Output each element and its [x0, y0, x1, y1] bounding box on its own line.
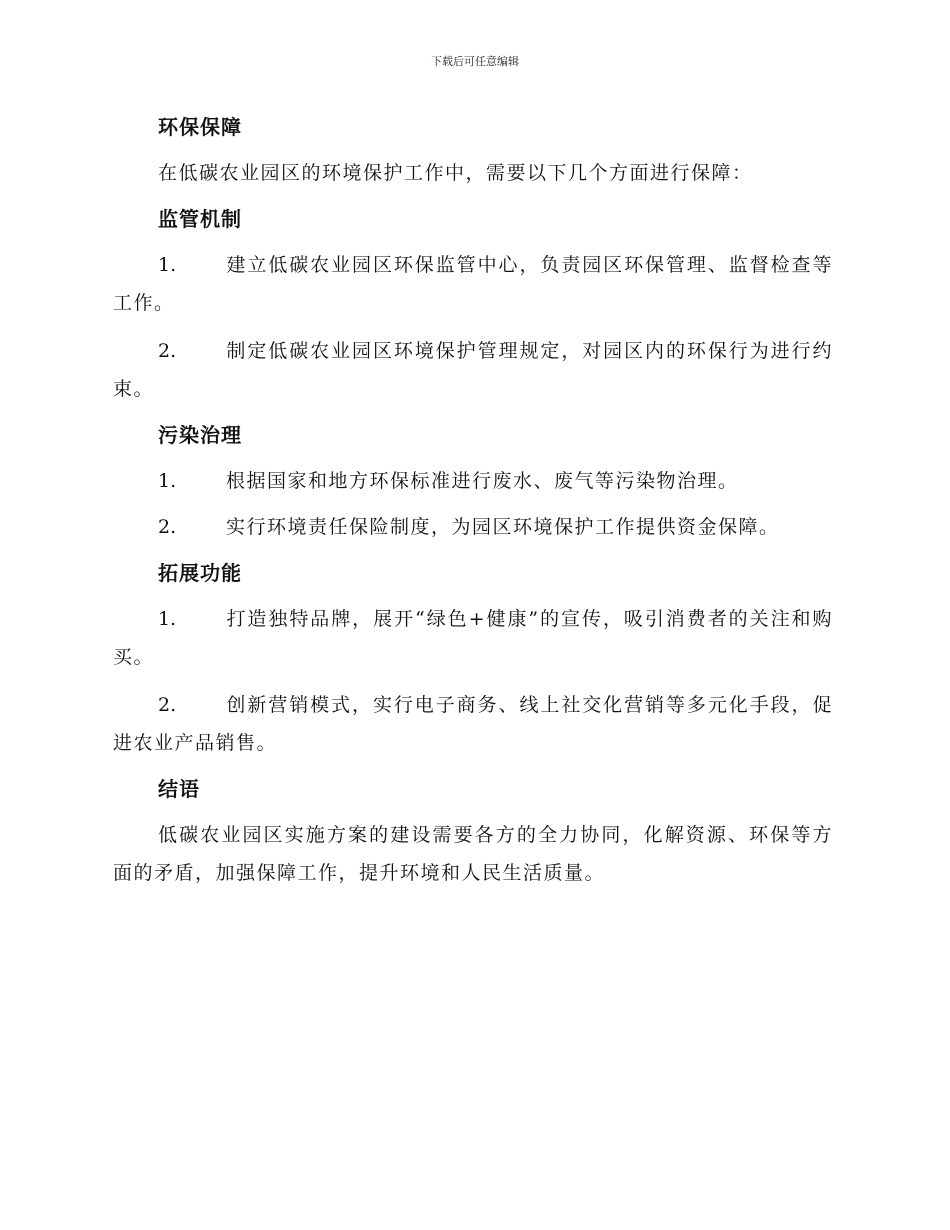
list-item-number: 2. — [158, 340, 177, 362]
section-heading: 结语 — [158, 777, 200, 801]
section-heading: 污染治理 — [158, 423, 242, 447]
section-paragraph: 低碳农业园区实施方案的建设需要各方的全力协同，化解资源、环保等方面的矛盾，加强保障工作，提升环境和人民生活质量。 — [113, 824, 833, 884]
list-item-text: 创新营销模式，实行电子商务、线上社交化营销等多元化手段，促进农业产品销售。 — [113, 694, 833, 754]
list-item-number: 1. — [158, 608, 177, 630]
section-heading: 监管机制 — [158, 207, 242, 231]
list-item-text: 打造独特品牌，展开“绿色+健康”的宣传，吸引消费者的关注和购买。 — [113, 608, 833, 668]
list-item — [113, 686, 833, 762]
list-item — [113, 332, 833, 408]
list-item-number: 1. — [158, 470, 177, 492]
section-heading: 拓展功能 — [158, 561, 242, 585]
list-item-text: 制定低碳农业园区环境保护管理规定，对园区内的环保行为进行约束。 — [113, 340, 833, 400]
list-item — [113, 246, 833, 322]
section-paragraph: 在低碳农业园区的环境保护工作中，需要以下几个方面进行保障： — [158, 162, 753, 184]
list-item-number: 1. — [158, 254, 177, 276]
list-item-text: 根据国家和地方环保标准进行废水、废气等污染物治理。 — [226, 470, 739, 492]
list-item-text: 建立低碳农业园区环保监管中心，负责园区环保管理、监督检查等工作。 — [113, 254, 833, 314]
page-header: 下载后可任意编辑 — [431, 55, 519, 68]
list-item — [113, 462, 833, 500]
list-item-number: 2. — [158, 516, 177, 538]
list-item-number: 2. — [158, 694, 177, 716]
list-item — [113, 600, 833, 676]
section-heading: 环保保障 — [158, 115, 242, 139]
document-body — [113, 108, 833, 892]
list-item-text: 实行环境责任保险制度，为园区环境保护工作提供资金保障。 — [226, 516, 780, 538]
list-item — [113, 508, 833, 546]
